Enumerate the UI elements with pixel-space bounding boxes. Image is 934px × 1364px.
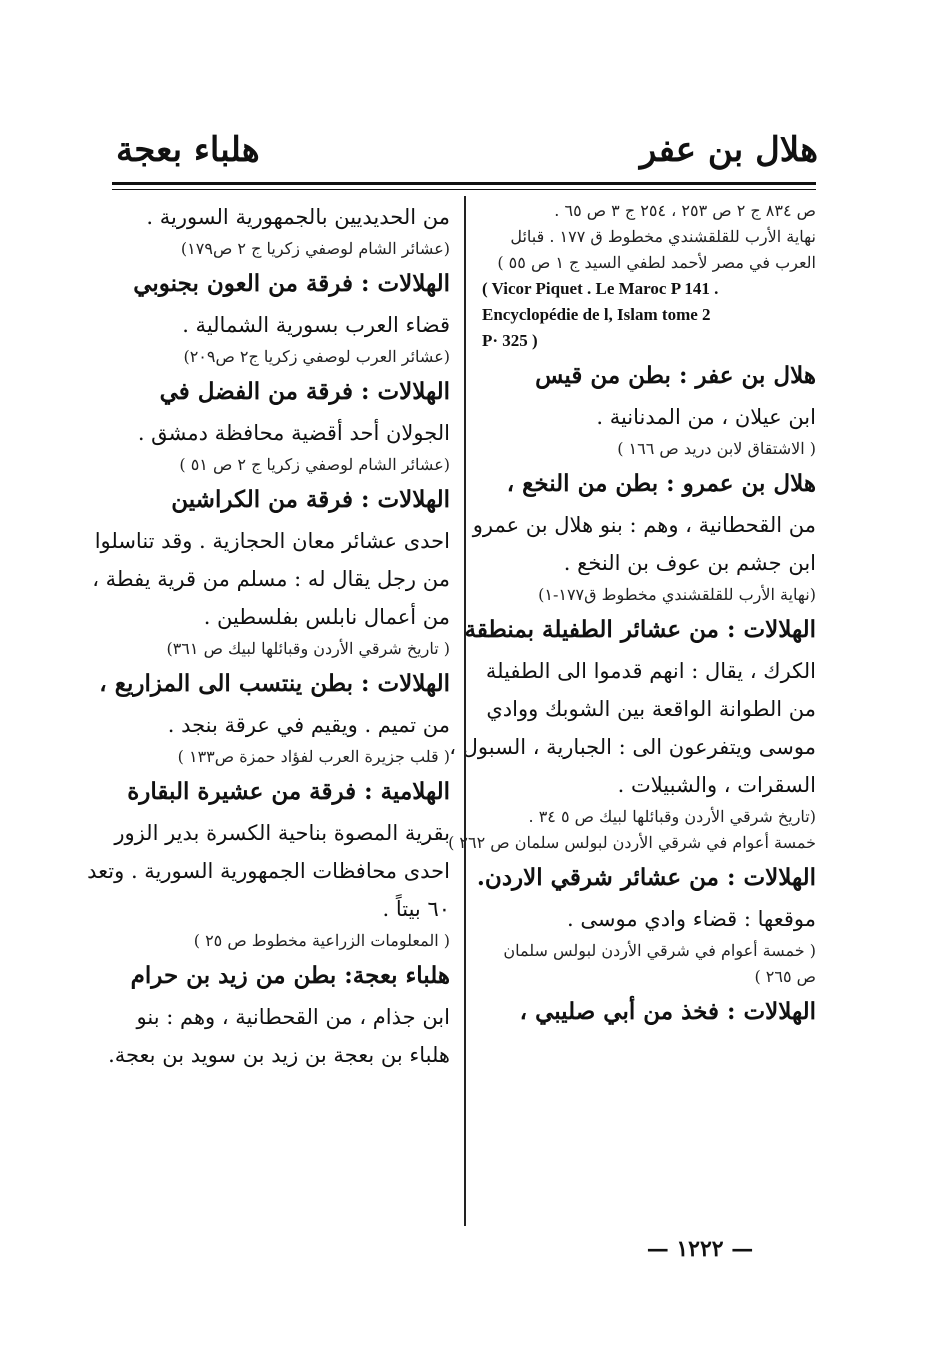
text-line: هلباء بن بعجة بن زيد بن سويد بن بعجة. <box>108 1043 450 1067</box>
latin-reference-line: P· 325 ) <box>482 331 538 350</box>
entry-heading-line: هلال بن عمرو : بطن من النخع ، <box>506 470 816 497</box>
text-line: ابن جذام ، من القحطانية ، وهم : بنو <box>136 1005 450 1029</box>
text-line: ابن جشم بن عوف بن النخع . <box>563 551 816 575</box>
text-line: الجولان أحد أقضية محافظة دمشق . <box>137 421 450 445</box>
entry-heading-line: الهلالات : بطن ينتسب الى المزاريع ، <box>99 670 450 697</box>
reference-line: ص ٨٣٤ ج ٢ ص ٢٥٣ ، ٢٥٤ ج ٣ ص ٦٥ . <box>554 201 816 220</box>
text-line: من أعمال نابلس بفلسطين . <box>203 605 450 629</box>
entry-heading-line: الهلالات : من عشائر شرقي الاردن. <box>476 864 816 891</box>
text-line: من القحطانية ، وهم : بنو هلال بن عمرو <box>472 513 816 537</box>
entry-heading-line: الهلامية : فرقة من عشيرة البقارة <box>127 778 450 805</box>
text-line: الكرك ، يقال : انهم قدموا الى الطفيلة <box>485 659 816 683</box>
text-line: من رجل يقال له : مسلم من قرية يفطة ، <box>92 567 450 591</box>
column-divider <box>464 196 466 1226</box>
entry-heading-line: هلال بن عفر : بطن من قيس <box>535 362 816 389</box>
text-line: من الطوانة الواقعة بين الشوبك ووادي <box>486 697 816 721</box>
reference-line: ص ٢٦٥ ) <box>754 967 816 986</box>
latin-reference-line: ( Vicor Piquet . Le Maroc P 141 . <box>482 279 719 298</box>
text-line: ٦٠ بيتاً . <box>382 897 450 921</box>
running-header-left: هلباء بعجة <box>116 130 260 170</box>
latin-reference-line: Encyclopédie de l, Islam tome 2 <box>482 305 711 324</box>
header-rule-thick <box>112 182 816 185</box>
reference-line: نهاية الأرب للقلقشندي مخطوط ق ١٧٧ . قبائل <box>510 227 816 246</box>
text-line: موقعها : قضاء وادي موسى . <box>567 907 816 931</box>
reference-line: (عشائر العرب لوصفي زكريا ج٢ ص٢٠٩) <box>183 347 450 366</box>
entry-heading-line: الهلالات : من عشائر الطفيلة بمنطقة <box>464 616 816 643</box>
text-line: ابن عيلان ، من المدنانية . <box>596 405 816 429</box>
entry-heading-line: الهلالات : فرقة من الكراشين <box>171 486 450 513</box>
reference-line: خمسة أعوام في شرقي الأردن لبولس سلمان ص ٢٦٢ ) <box>448 833 816 852</box>
text-line: قضاء العرب بسورية الشمالية . <box>182 313 450 337</box>
text-line: من الحديديين بالجمهورية السورية . <box>146 205 450 229</box>
reference-line: (نهاية الأرب للقلقشندي مخطوط ق١٧٧-١) <box>538 585 816 604</box>
reference-line: ( الاشتقاق لابن دريد ص ١٦٦ ) <box>617 439 816 458</box>
left-text-column <box>87 198 450 1074</box>
entry-heading-line: الهلالات : فرقة من الفضل في <box>159 378 450 405</box>
reference-line: (عشائر الشام لوصفي زكريا ج ٢ ص١٧٩) <box>180 239 450 258</box>
right-text-column <box>448 198 816 1034</box>
reference-line: ( خمسة أعوام في شرقي الأردن لبولس سلمان <box>503 941 816 960</box>
reference-line: (تاريخ شرقي الأردن وقبائلها لبيك ص ٥ ٣٤ . <box>528 807 816 826</box>
text-line: من تميم . ويقيم في عرقة بنجد . <box>167 713 450 737</box>
reference-line: ( قلب جزيرة العرب لفؤاد حمزة ص١٣٣ ) <box>177 747 450 766</box>
text-line: السقرات ، والشبيلات . <box>617 773 816 797</box>
reference-line: العرب في مصر لأحمد لطفي السيد ج ١ ص ٥٥ ) <box>497 253 816 272</box>
entry-heading-line: الهلالات : فرقة من العون بجنوبي <box>133 270 450 297</box>
reference-line: ( تاريخ شرقي الأردن وقبائلها لبيك ص ٣٦١) <box>166 639 450 658</box>
entry-heading-line: الهلالات : فخذ من أبي صليبي ، <box>519 998 816 1025</box>
entry-heading-line: هلباء بعجة: بطن من زيد بن حرام <box>130 962 450 989</box>
reference-line: ( المعلومات الزراعية مخطوط ص ٢٥ ) <box>193 931 450 950</box>
text-line: احدى محافظات الجمهورية السورية . وتعد <box>87 859 450 883</box>
page-number: — ١٢٢٢ — <box>646 1236 754 1262</box>
text-line: بقرية المصوة بناحية الكسرة بدير الزور <box>114 821 450 845</box>
text-line: موسى ويتفرعون الى : الجبارية ، السبول ، <box>449 735 816 759</box>
running-header-right: هلال بن عفر <box>639 130 818 170</box>
reference-line: (عشائر الشام لوصفي زكريا ج ٢ ص ٥١ ) <box>179 455 450 474</box>
header-rule-thin <box>112 189 816 190</box>
text-line: احدى عشائر معان الحجازية . وقد تناسلوا <box>94 529 450 553</box>
